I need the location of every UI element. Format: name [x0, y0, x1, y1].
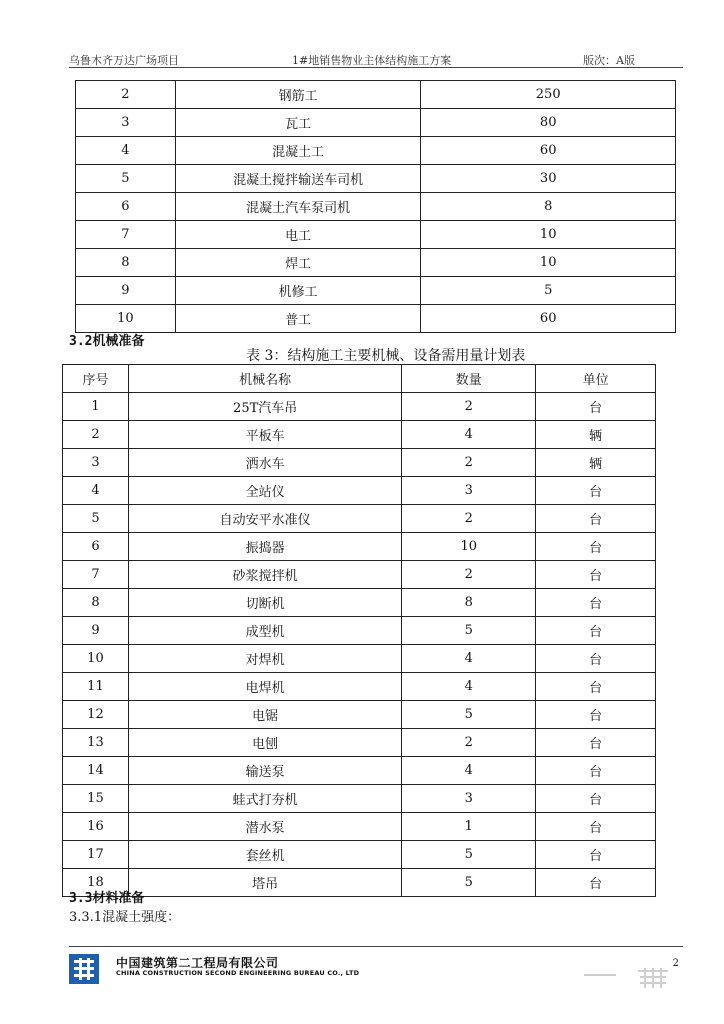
table-cell: 混凝土搅拌输送车司机	[175, 165, 421, 193]
table-cell: 10	[421, 249, 676, 277]
table-cell: 8	[402, 589, 536, 617]
section-heading-materials: 3.3材料准备	[69, 891, 145, 906]
table-cell: 套丝机	[128, 841, 402, 869]
table-cell: 10	[63, 645, 129, 673]
table-cell: 25T汽车吊	[128, 393, 402, 421]
table-cell: 振捣器	[128, 533, 402, 561]
table-cell: 台	[536, 477, 656, 505]
table-row	[63, 449, 656, 477]
table-row	[63, 757, 656, 785]
table-cell: 全站仪	[128, 477, 402, 505]
cscec-logo-icon	[69, 954, 99, 984]
table-row	[63, 729, 656, 757]
table-cell: 17	[63, 841, 129, 869]
table-cell: 4	[402, 757, 536, 785]
table-cell: 台	[536, 645, 656, 673]
table-cell: 2	[402, 561, 536, 589]
table-cell: 输送泵	[128, 757, 402, 785]
table-cell: 5	[402, 617, 536, 645]
table-row	[63, 477, 656, 505]
table-cell: 8	[63, 589, 129, 617]
table-cell: 台	[536, 729, 656, 757]
machinery-table	[62, 364, 656, 897]
table-cell: 5	[402, 701, 536, 729]
table-cell: 3	[76, 109, 176, 137]
table-cell: 2	[402, 393, 536, 421]
table-cell: 钢筋工	[175, 81, 421, 109]
table-row	[63, 673, 656, 701]
table-cell: 台	[536, 813, 656, 841]
table-cell: 4	[402, 673, 536, 701]
table-cell: 电工	[175, 221, 421, 249]
table-cell: 辆	[536, 421, 656, 449]
table-row	[63, 841, 656, 869]
footer-divider	[69, 946, 683, 947]
footer-company-name-cn: 中国建筑第二工程局有限公司	[116, 956, 279, 970]
labor-table-body	[76, 81, 676, 333]
table-cell: 10	[421, 221, 676, 249]
table-cell: 4	[402, 645, 536, 673]
table-cell: 机修工	[175, 277, 421, 305]
table-row	[76, 249, 676, 277]
table-cell: 电焊机	[128, 673, 402, 701]
table-header-row	[63, 365, 656, 393]
table-cell: 3	[402, 477, 536, 505]
table-row	[63, 561, 656, 589]
table-row	[63, 701, 656, 729]
table-cell: 5	[63, 505, 129, 533]
table-cell: 台	[536, 505, 656, 533]
table-cell: 焊工	[175, 249, 421, 277]
table-cell: 6	[63, 533, 129, 561]
table-cell: 13	[63, 729, 129, 757]
section-heading-machinery: 3.2机械准备	[69, 334, 145, 349]
table-cell: 潜水泵	[128, 813, 402, 841]
table-cell: 2	[402, 449, 536, 477]
table-cell: 辆	[536, 449, 656, 477]
table-cell: 混凝土工	[175, 137, 421, 165]
table-row	[63, 533, 656, 561]
table-cell: 5	[402, 869, 536, 897]
table-row	[63, 505, 656, 533]
table-cell: 普工	[175, 305, 421, 333]
table-cell: 4	[402, 421, 536, 449]
table-row	[63, 645, 656, 673]
table-row	[63, 617, 656, 645]
header-divider	[69, 67, 683, 68]
labor-table	[75, 80, 676, 333]
table-caption: 表 3：结构施工主要机械、设备需用量计划表	[246, 348, 526, 364]
table-cell: 250	[421, 81, 676, 109]
table-row	[63, 813, 656, 841]
table-cell: 砂浆搅拌机	[128, 561, 402, 589]
table-cell: 4	[76, 137, 176, 165]
table-cell: 14	[63, 757, 129, 785]
table-cell: 9	[76, 277, 176, 305]
machinery-table-body	[63, 393, 656, 897]
table-cell: 80	[421, 109, 676, 137]
table-cell: 7	[63, 561, 129, 589]
header-document-title: 1#地销售物业主体结构施工方案	[292, 54, 452, 67]
table-cell: 8	[421, 193, 676, 221]
table-cell: 10	[402, 533, 536, 561]
table-cell: 洒水车	[128, 449, 402, 477]
table-cell: 9	[63, 617, 129, 645]
column-header-index: 序号	[63, 365, 129, 393]
watermark-icon	[584, 964, 670, 990]
table-cell: 蛙式打夯机	[128, 785, 402, 813]
table-cell: 成型机	[128, 617, 402, 645]
table-cell: 台	[536, 701, 656, 729]
table-cell: 电锯	[128, 701, 402, 729]
table-cell: 切断机	[128, 589, 402, 617]
header-version: 版次：A版	[583, 54, 635, 67]
table-cell: 电刨	[128, 729, 402, 757]
header-project-name: 乌鲁木齐万达广场项目	[69, 54, 179, 67]
column-header-quantity: 数量	[402, 365, 536, 393]
table-row	[63, 869, 656, 897]
table-cell: 3	[402, 785, 536, 813]
table-cell: 5	[421, 277, 676, 305]
table-cell: 6	[76, 193, 176, 221]
table-cell: 塔吊	[128, 869, 402, 897]
table-cell: 2	[402, 505, 536, 533]
table-row	[76, 193, 676, 221]
table-cell: 对焊机	[128, 645, 402, 673]
table-cell: 台	[536, 841, 656, 869]
page-number: 2	[672, 958, 679, 969]
table-cell: 11	[63, 673, 129, 701]
table-row	[63, 421, 656, 449]
table-cell: 台	[536, 561, 656, 589]
table-cell: 台	[536, 673, 656, 701]
table-row	[63, 393, 656, 421]
table-row	[76, 165, 676, 193]
table-cell: 自动安平水准仪	[128, 505, 402, 533]
table-cell: 2	[76, 81, 176, 109]
table-cell: 瓦工	[175, 109, 421, 137]
table-cell: 2	[63, 421, 129, 449]
table-cell: 1	[402, 813, 536, 841]
subsection-heading-concrete: 3.3.1混凝土强度：	[69, 910, 181, 925]
column-header-unit: 单位	[536, 365, 656, 393]
table-cell: 台	[536, 589, 656, 617]
table-row	[76, 137, 676, 165]
table-cell: 1	[63, 393, 129, 421]
table-row	[63, 589, 656, 617]
table-cell: 30	[421, 165, 676, 193]
footer-company-name-en: CHINA CONSTRUCTION SECOND ENGINEERING BUREAU CO., LTD	[116, 969, 360, 977]
table-cell: 16	[63, 813, 129, 841]
table-cell: 台	[536, 757, 656, 785]
table-cell: 平板车	[128, 421, 402, 449]
table-cell: 7	[76, 221, 176, 249]
page-header	[69, 52, 683, 66]
table-cell: 2	[402, 729, 536, 757]
table-row	[76, 81, 676, 109]
table-row	[76, 277, 676, 305]
table-cell: 台	[536, 785, 656, 813]
table-row	[63, 785, 656, 813]
table-cell: 12	[63, 701, 129, 729]
table-cell: 18	[63, 869, 129, 897]
table-cell: 台	[536, 869, 656, 897]
table-row	[76, 221, 676, 249]
table-cell: 60	[421, 305, 676, 333]
table-cell: 5	[402, 841, 536, 869]
table-cell: 4	[63, 477, 129, 505]
table-cell: 台	[536, 393, 656, 421]
table-cell: 15	[63, 785, 129, 813]
table-row	[76, 109, 676, 137]
table-cell: 10	[76, 305, 176, 333]
table-cell: 3	[63, 449, 129, 477]
table-cell: 台	[536, 533, 656, 561]
table-cell: 60	[421, 137, 676, 165]
column-header-name: 机械名称	[128, 365, 402, 393]
table-cell: 5	[76, 165, 176, 193]
table-cell: 台	[536, 617, 656, 645]
table-row	[76, 305, 676, 333]
table-cell: 混凝土汽车泵司机	[175, 193, 421, 221]
table-cell: 8	[76, 249, 176, 277]
